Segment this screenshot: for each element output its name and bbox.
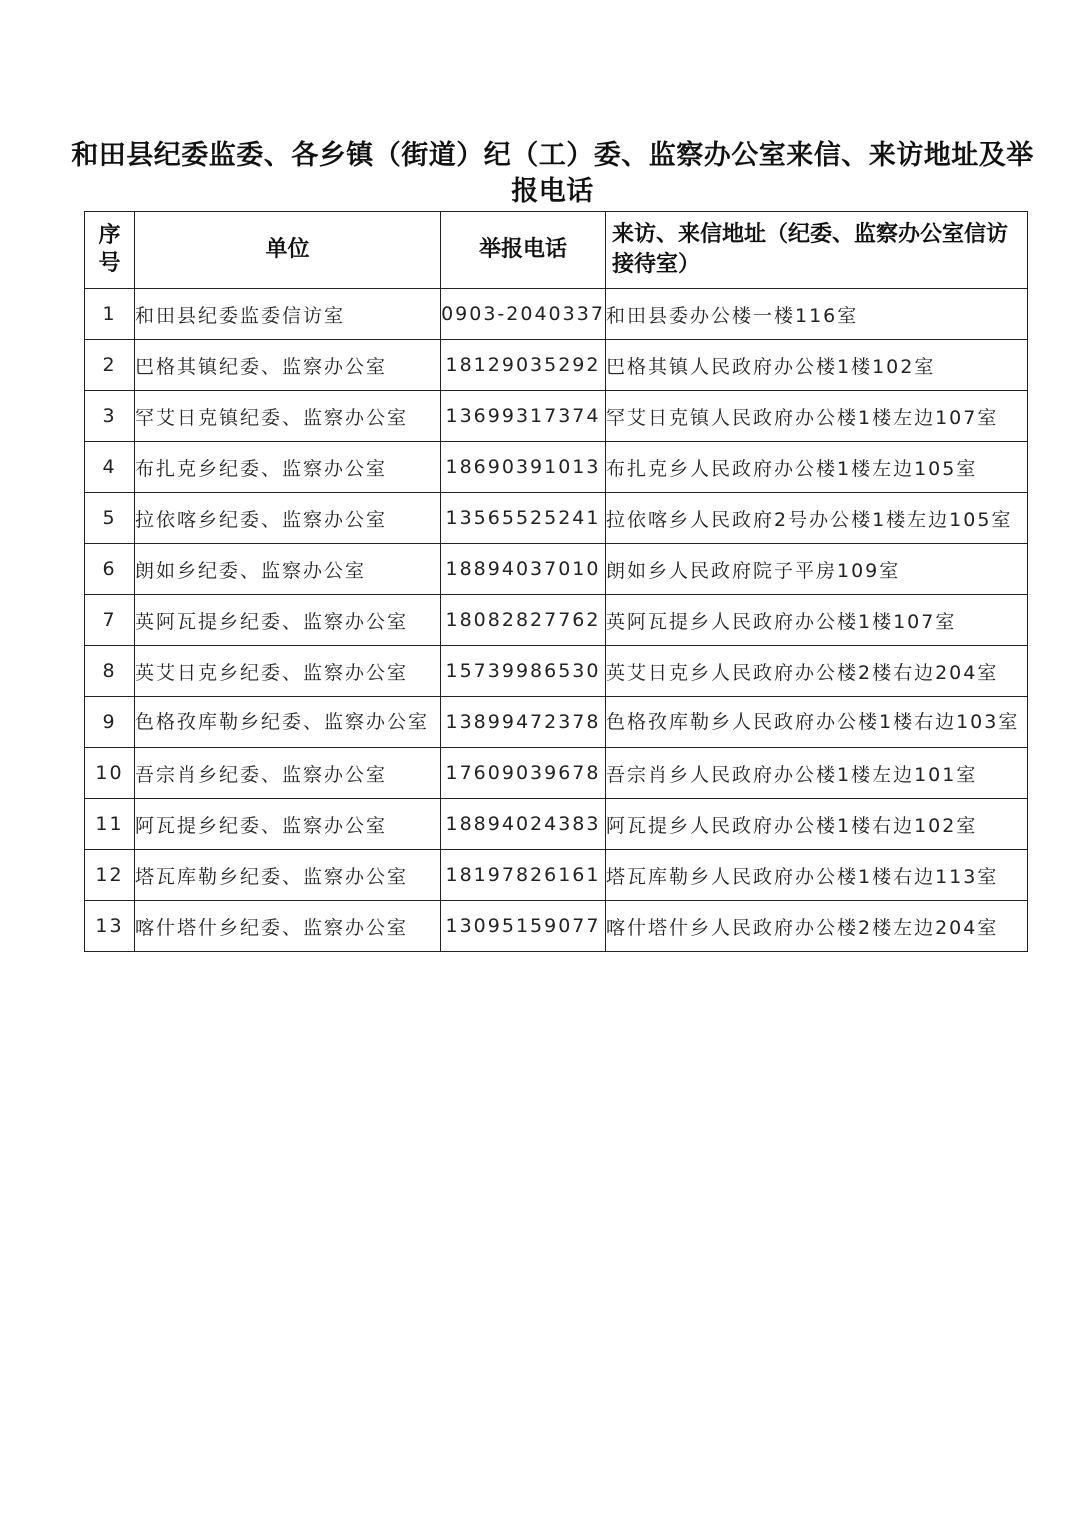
table-row [85, 289, 1028, 340]
table-row [85, 595, 1028, 646]
row-phone: 18894024383 [441, 799, 606, 850]
row-address: 吾宗肖乡人民政府办公楼1楼左边101室 [606, 748, 1028, 799]
row-address: 布扎克乡人民政府办公楼1楼左边105室 [606, 442, 1028, 493]
row-address: 色格孜库勒乡人民政府办公楼1楼右边103室 [606, 697, 1028, 748]
contact-table [84, 211, 1028, 952]
header-row [85, 212, 1028, 289]
row-phone: 18690391013 [441, 442, 606, 493]
header-phone: 举报电话 [441, 212, 606, 289]
row-seq: 10 [85, 748, 135, 799]
table-row [85, 391, 1028, 442]
row-address: 巴格其镇人民政府办公楼1楼102室 [606, 340, 1028, 391]
row-address: 阿瓦提乡人民政府办公楼1楼右边102室 [606, 799, 1028, 850]
table-row [85, 850, 1028, 901]
row-address: 罕艾日克镇人民政府办公楼1楼左边107室 [606, 391, 1028, 442]
document-title: 和田县纪委监委、各乡镇（街道）纪（工）委、监察办公室来信、来访地址及举报电话 [71, 140, 1034, 207]
row-seq: 1 [85, 289, 135, 340]
header-address: 来访、来信地址（纪委、监察办公室信访接待室） [606, 212, 1028, 289]
row-unit: 拉依喀乡纪委、监察办公室 [135, 493, 441, 544]
row-address: 朗如乡人民政府院子平房109室 [606, 544, 1028, 595]
row-unit: 喀什塔什乡纪委、监察办公室 [135, 901, 441, 952]
row-unit: 色格孜库勒乡纪委、监察办公室 [135, 697, 441, 748]
row-address: 喀什塔什乡人民政府办公楼2楼左边204室 [606, 901, 1028, 952]
row-address: 英艾日克乡人民政府办公楼2楼右边204室 [606, 646, 1028, 697]
table-row [85, 901, 1028, 952]
row-phone: 0903-2040337 [441, 289, 606, 340]
row-address: 塔瓦库勒乡人民政府办公楼1楼右边113室 [606, 850, 1028, 901]
row-unit: 英艾日克乡纪委、监察办公室 [135, 646, 441, 697]
row-unit: 英阿瓦提乡纪委、监察办公室 [135, 595, 441, 646]
table-row [85, 340, 1028, 391]
row-address: 英阿瓦提乡人民政府办公楼1楼107室 [606, 595, 1028, 646]
row-seq: 13 [85, 901, 135, 952]
row-seq: 7 [85, 595, 135, 646]
row-seq: 5 [85, 493, 135, 544]
row-phone: 18129035292 [441, 340, 606, 391]
row-unit: 巴格其镇纪委、监察办公室 [135, 340, 441, 391]
row-address: 和田县委办公楼一楼116室 [606, 289, 1028, 340]
row-phone: 18197826161 [441, 850, 606, 901]
row-unit: 塔瓦库勒乡纪委、监察办公室 [135, 850, 441, 901]
row-phone: 13565525241 [441, 493, 606, 544]
row-phone: 13699317374 [441, 391, 606, 442]
row-seq: 4 [85, 442, 135, 493]
header-unit: 单位 [135, 212, 441, 289]
row-seq: 12 [85, 850, 135, 901]
row-phone: 13095159077 [441, 901, 606, 952]
row-phone: 18082827762 [441, 595, 606, 646]
table-row [85, 748, 1028, 799]
row-seq: 8 [85, 646, 135, 697]
table-row [85, 493, 1028, 544]
row-unit: 和田县纪委监委信访室 [135, 289, 441, 340]
row-seq: 9 [85, 697, 135, 748]
header-seq: 序号 [85, 212, 135, 289]
row-seq: 11 [85, 799, 135, 850]
row-phone: 18894037010 [441, 544, 606, 595]
row-phone: 15739986530 [441, 646, 606, 697]
table-row [85, 544, 1028, 595]
table-row [85, 799, 1028, 850]
table-row [85, 442, 1028, 493]
row-unit: 吾宗肖乡纪委、监察办公室 [135, 748, 441, 799]
row-unit: 阿瓦提乡纪委、监察办公室 [135, 799, 441, 850]
row-seq: 2 [85, 340, 135, 391]
row-unit: 布扎克乡纪委、监察办公室 [135, 442, 441, 493]
row-seq: 3 [85, 391, 135, 442]
row-unit: 朗如乡纪委、监察办公室 [135, 544, 441, 595]
row-seq: 6 [85, 544, 135, 595]
row-address: 拉依喀乡人民政府2号办公楼1楼左边105室 [606, 493, 1028, 544]
row-unit: 罕艾日克镇纪委、监察办公室 [135, 391, 441, 442]
row-phone: 17609039678 [441, 748, 606, 799]
table-row [85, 646, 1028, 697]
row-phone: 13899472378 [441, 697, 606, 748]
table-row [85, 697, 1028, 748]
